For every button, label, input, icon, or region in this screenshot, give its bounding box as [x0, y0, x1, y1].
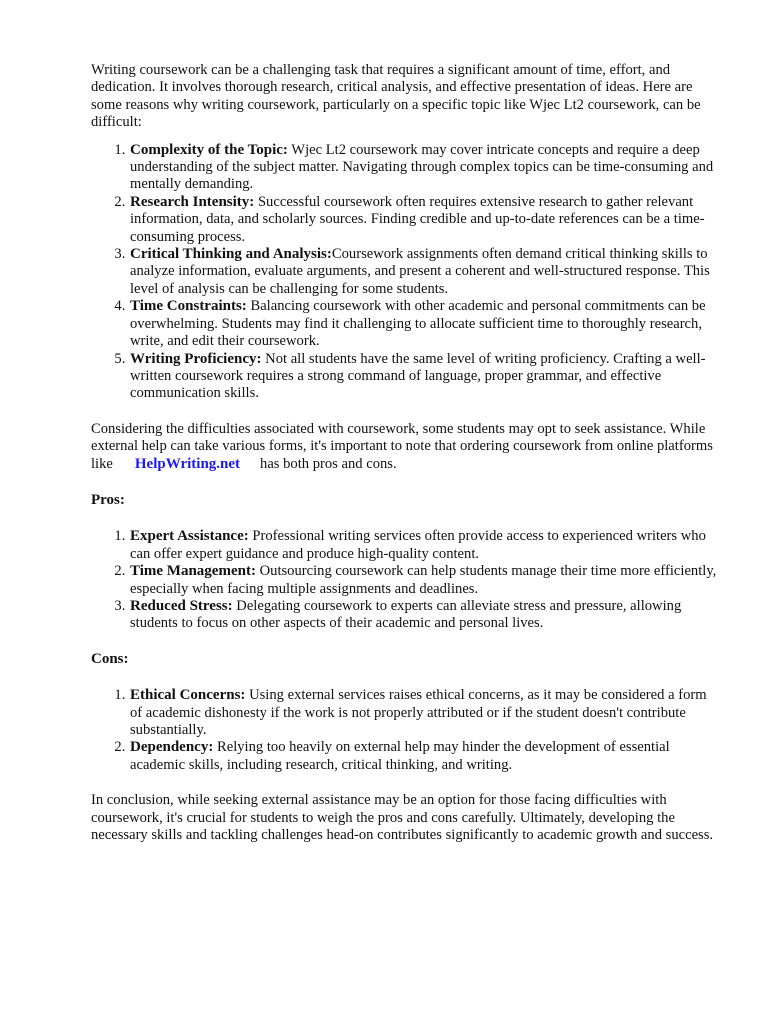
item-title: Critical Thinking and Analysis:: [130, 246, 332, 263]
cons-heading: Cons:: [91, 650, 129, 667]
item-text: Coursework assignments often demand critical thinking skills to analyze information, evaluate arguments, and present a coherent and well-structured response. This level of analysis can be challenging for some students.: [130, 246, 710, 297]
item-text: Delegating coursework to experts can alleviate stress and pressure, allowing students to focus on other aspects of their academic and personal lives.: [130, 597, 682, 632]
cons-list: [91, 687, 718, 774]
item-text: Professional writing services often provide access to experienced writers who can offer expert guidance and produce high-quality content.: [130, 528, 706, 562]
conclusion-paragraph: In conclusion, while seeking external assistance may be an option for those facing difficulties with coursework, it's crucial for students to weigh the pros and cons carefully. Ultimately, developing the necessary skills and tackling challenges head-on contributes significantly to academic growth and success.: [91, 792, 714, 844]
item-title: Expert Assistance:: [130, 528, 249, 545]
item-title: Complexity of the Topic:: [130, 141, 288, 158]
list-item: [129, 687, 718, 739]
item-title: Ethical Concerns:: [130, 687, 246, 704]
list-item: [129, 528, 718, 563]
item-title: Dependency:: [130, 739, 214, 756]
considering-text: Considering the difficulties associated with coursework, some students may opt to seek assistance. While external help can take various forms, it's important to note that ordering coursework from online platforms like: [91, 420, 713, 472]
item-text: Wjec Lt2 coursework may cover intricate concepts and require a deep understanding of the subject matter. Navigating through complex topics can be time-consuming and mentally demanding.: [130, 141, 714, 193]
list-item: [129, 142, 718, 194]
item-title: Time Constraints:: [130, 298, 247, 315]
intro-paragraph: Writing coursework can be a challenging task that requires a significant amount of time, effort, and dedication. It involves thorough research, critical analysis, and effective presentation of ideas. Here are some reasons why writing coursework, particularly on a specific topic like Wjec Lt2 coursework, can be difficult:: [91, 62, 701, 131]
item-text: Not all students have the same level of writing proficiency. Crafting a well-written coursework requires a strong command of language, proper grammar, and effective communication skills.: [130, 350, 706, 402]
list-item: [129, 351, 718, 403]
list-item: [129, 246, 718, 298]
helpwriting-link[interactable]: HelpWriting.net: [134, 455, 241, 472]
item-text: Balancing coursework with other academic and personal commitments can be overwhelming. Students may find it challenging to allocate sufficient time to thoroughly research, write, and edit their coursework.: [130, 298, 706, 350]
list-item: [129, 194, 718, 246]
item-title: Research Intensity:: [130, 193, 255, 210]
pros-list: [91, 528, 718, 632]
item-title: Time Management:: [130, 563, 256, 580]
item-title: Writing Proficiency:: [130, 350, 262, 367]
list-item: [129, 739, 718, 774]
list-item: [129, 563, 718, 598]
considering-paragraph: [91, 421, 718, 473]
considering-tail: has both pros and cons.: [260, 455, 397, 472]
item-text: Outsourcing coursework can help students manage their time more efficiently, especially when facing multiple assignments and deadlines.: [130, 563, 717, 597]
list-item: [129, 598, 718, 633]
item-text: Using external services raises ethical concerns, as it may be considered a form of academic dishonesty if the work is not properly attributed or if the student doesn't contribute substantially.: [130, 687, 707, 738]
item-text: Successful coursework often requires extensive research to gather relevant information, data, and scholarly sources. Finding credible and up-to-date references can be a time-consuming process.: [130, 193, 705, 245]
pros-heading: Pros:: [91, 491, 125, 508]
list-item: [129, 298, 718, 350]
item-title: Reduced Stress:: [130, 597, 233, 614]
item-text: Relying too heavily on external help may hinder the development of essential academic skills, including research, critical thinking, and writing.: [130, 739, 670, 773]
reasons-list: [91, 142, 718, 403]
